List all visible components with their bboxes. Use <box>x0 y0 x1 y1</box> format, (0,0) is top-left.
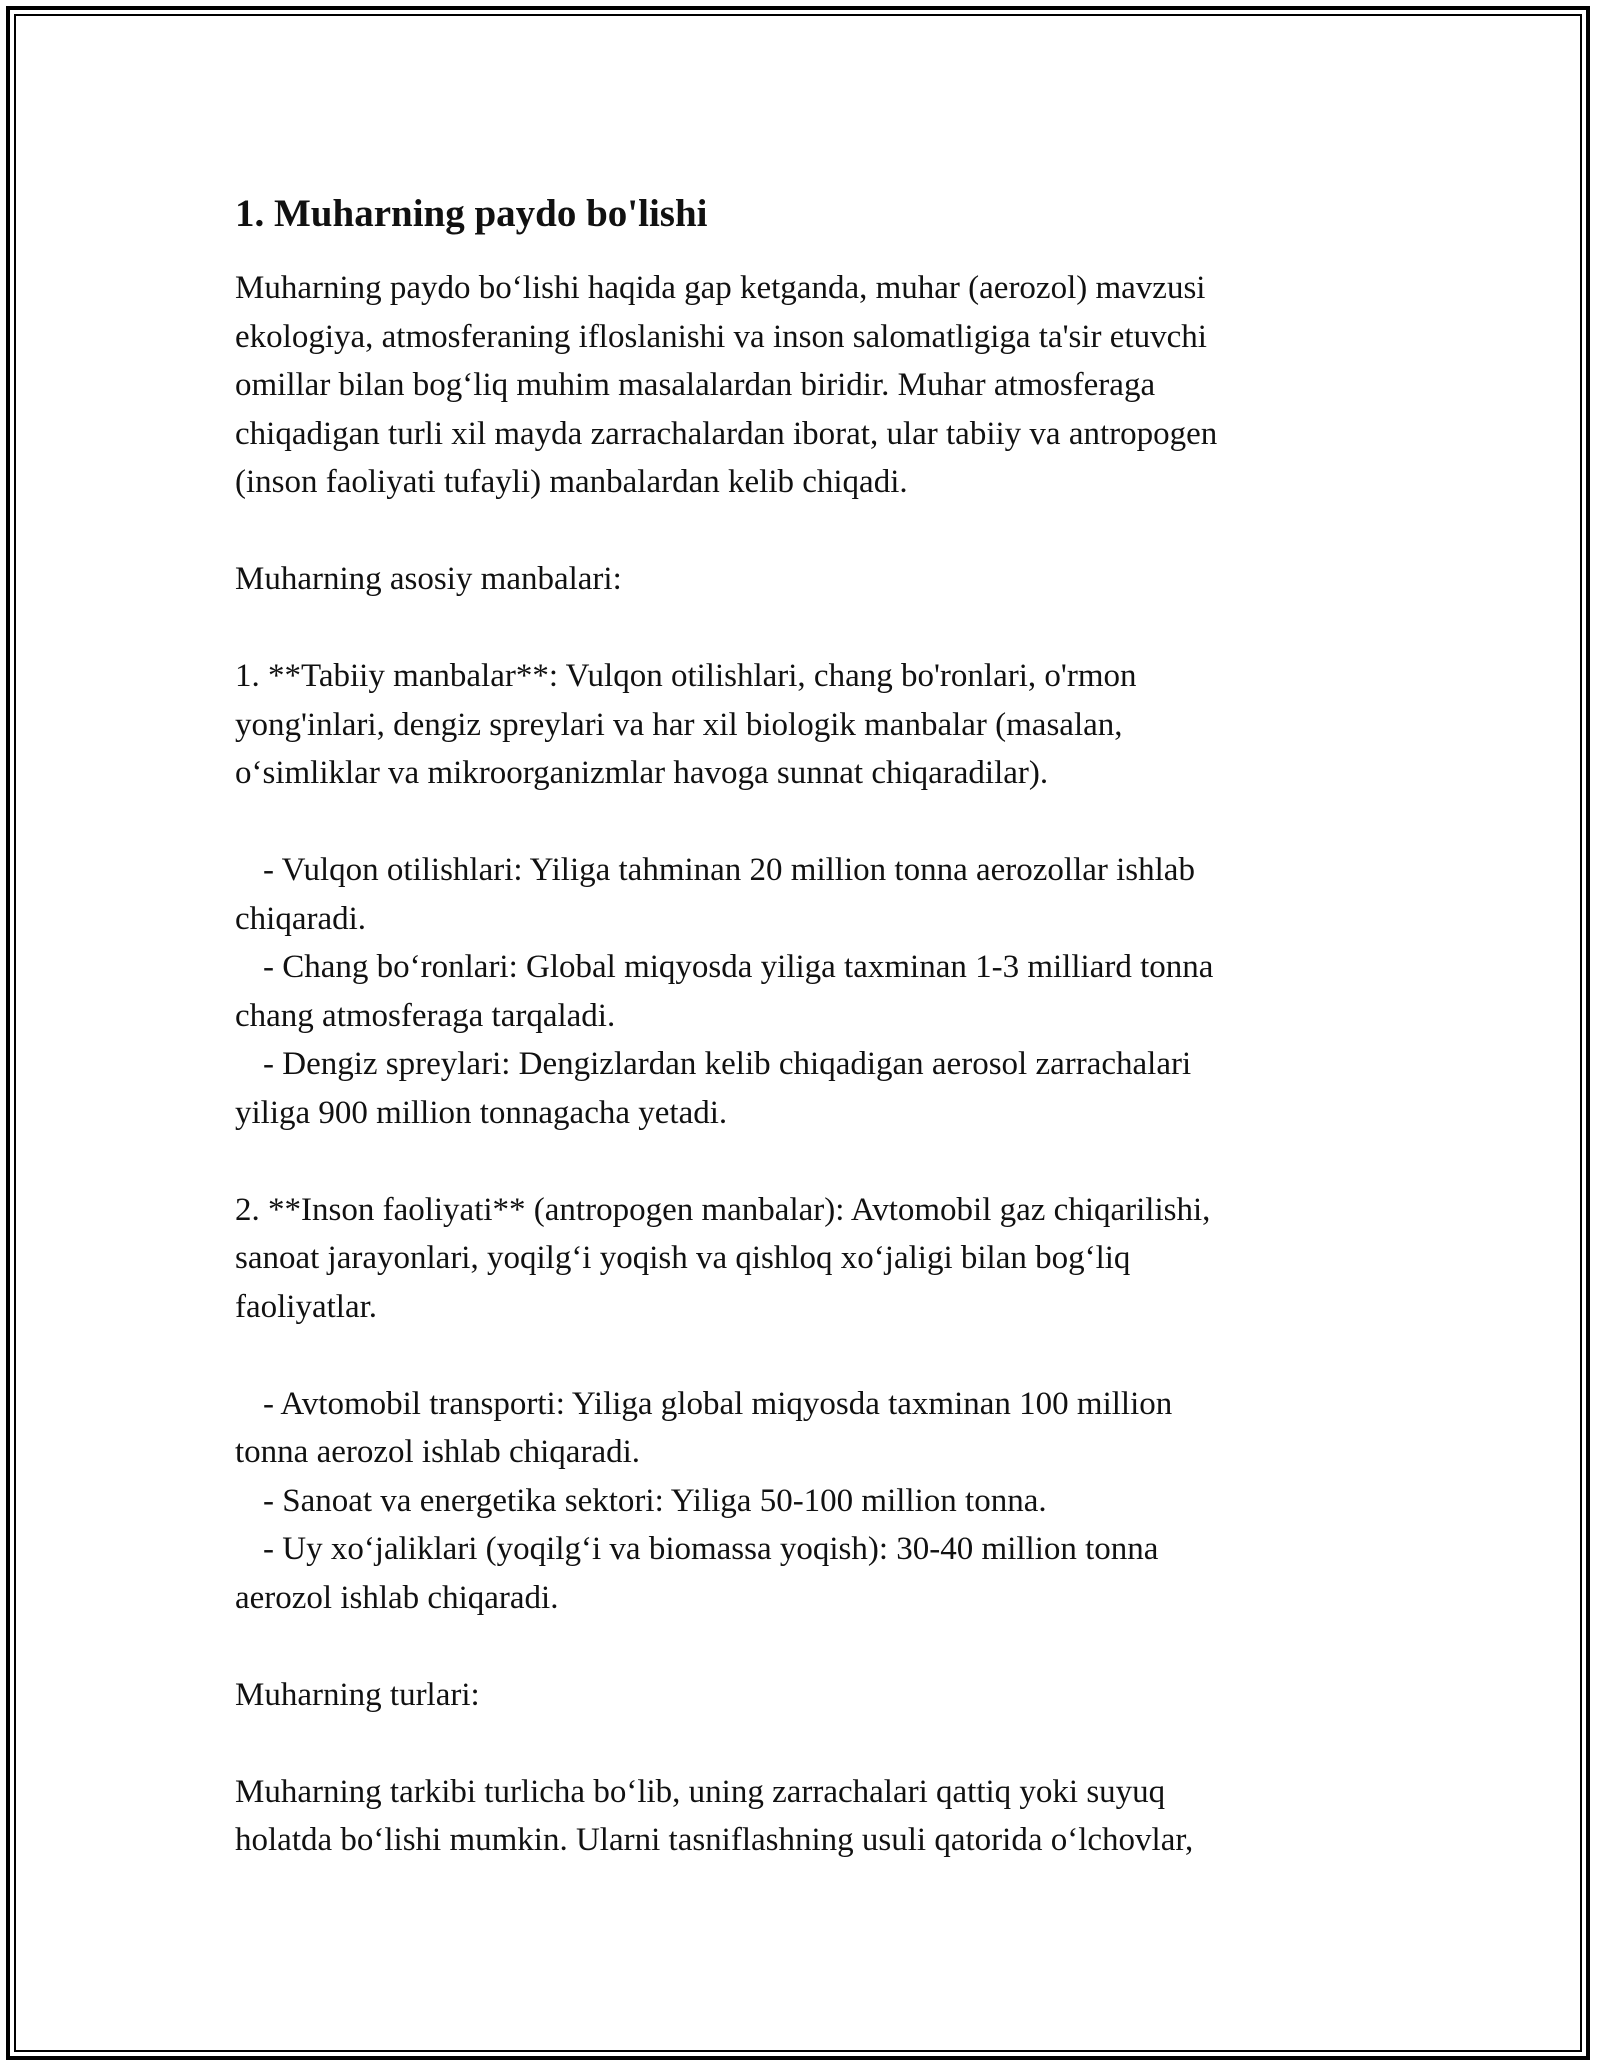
bullet-line: - Dengiz spreylari: Dengizlardan kelib chiqadigan aerosol zarrachalari <box>263 1046 1192 1082</box>
bullet-continuation: tonna aerozol ishlab chiqaradi. <box>235 1434 641 1470</box>
bullet-continuation: aerozol ishlab chiqaradi. <box>235 1579 559 1616</box>
bullet-line: - Vulqon otilishlari: Yiliga tahminan 20 million tonna aerozollar ishlab <box>263 852 1195 888</box>
bullet-continuation: chang atmosferaga tarqaladi. <box>235 997 616 1034</box>
human-line: 2. **Inson faoliyati** (antropogen manbalar): Avtomobil gaz chiqarilishi, <box>235 1191 1211 1228</box>
bullet-line: - Sanoat va energetika sektori: Yiliga 50-100 million tonna. <box>263 1482 1047 1519</box>
intro-line: (inson faoliyati tufayli) manbalardan kelib chiqadi. <box>235 464 908 500</box>
bullet-line: - Avtomobil transporti: Yiliga global miqyosda taxminan 100 million <box>263 1385 1173 1422</box>
types-line: Muharning tarkibi turlicha bo‘lib, uning zarrachalari qattiq yoki suyuq <box>235 1773 1166 1810</box>
intro-line: ekologiya, atmosferaning ifloslanishi va inson salomatligiga ta'sir etuvchi <box>235 318 1207 355</box>
bullet-line: - Uy xo‘jaliklari (yoqilg‘i va biomassa yoqish): 30-40 million tonna <box>263 1531 1159 1567</box>
types-paragraph <box>235 1768 1365 1865</box>
intro-line: chiqadigan turli xil mayda zarrachalardan iborat, ular tabiiy va antropogen <box>235 415 1218 452</box>
bullet-continuation: chiqaradi. <box>235 900 367 937</box>
document-body <box>235 186 1365 1865</box>
intro-paragraph <box>235 264 1365 507</box>
intro-line: Muharning paydo bo‘lishi haqida gap ketganda, muhar (aerozol) mavzusi <box>235 270 1206 306</box>
natural-line: yong'inlari, dengiz spreylari va har xil biologik manbalar (masalan, <box>235 706 1123 743</box>
types-title: Muharning turlari: <box>235 1676 480 1713</box>
natural-bullets <box>235 846 1365 1137</box>
section-heading: 1. Muharning paydo bo'lishi <box>235 192 708 235</box>
human-sources-paragraph <box>235 1186 1365 1332</box>
natural-line: o‘simliklar va mikroorganizmlar havoga sunnat chiqaradilar). <box>235 755 1049 791</box>
bullet-continuation: yiliga 900 million tonnagacha yetadi. <box>235 1094 728 1131</box>
natural-line: 1. **Tabiiy manbalar**: Vulqon otilishlari, chang bo'ronlari, o'rmon <box>235 658 1137 694</box>
human-bullets <box>235 1380 1365 1623</box>
types-line: holatda bo‘lishi mumkin. Ularni tasniflashning usuli qatorida o‘lchovlar, <box>235 1822 1194 1858</box>
human-line: faoliyatlar. <box>235 1288 378 1325</box>
bullet-line: - Chang bo‘ronlari: Global miqyosda yiliga taxminan 1-3 milliard tonna <box>263 949 1214 985</box>
intro-line: omillar bilan bog‘liq muhim masalalardan biridir. Muhar atmosferaga <box>235 367 1156 403</box>
human-line: sanoat jarayonlari, yoqilg‘i yoqish va qishloq xo‘jaligi bilan bog‘liq <box>235 1240 1131 1276</box>
sources-title: Muharning asosiy manbalari: <box>235 561 622 597</box>
natural-sources-paragraph <box>235 652 1365 798</box>
